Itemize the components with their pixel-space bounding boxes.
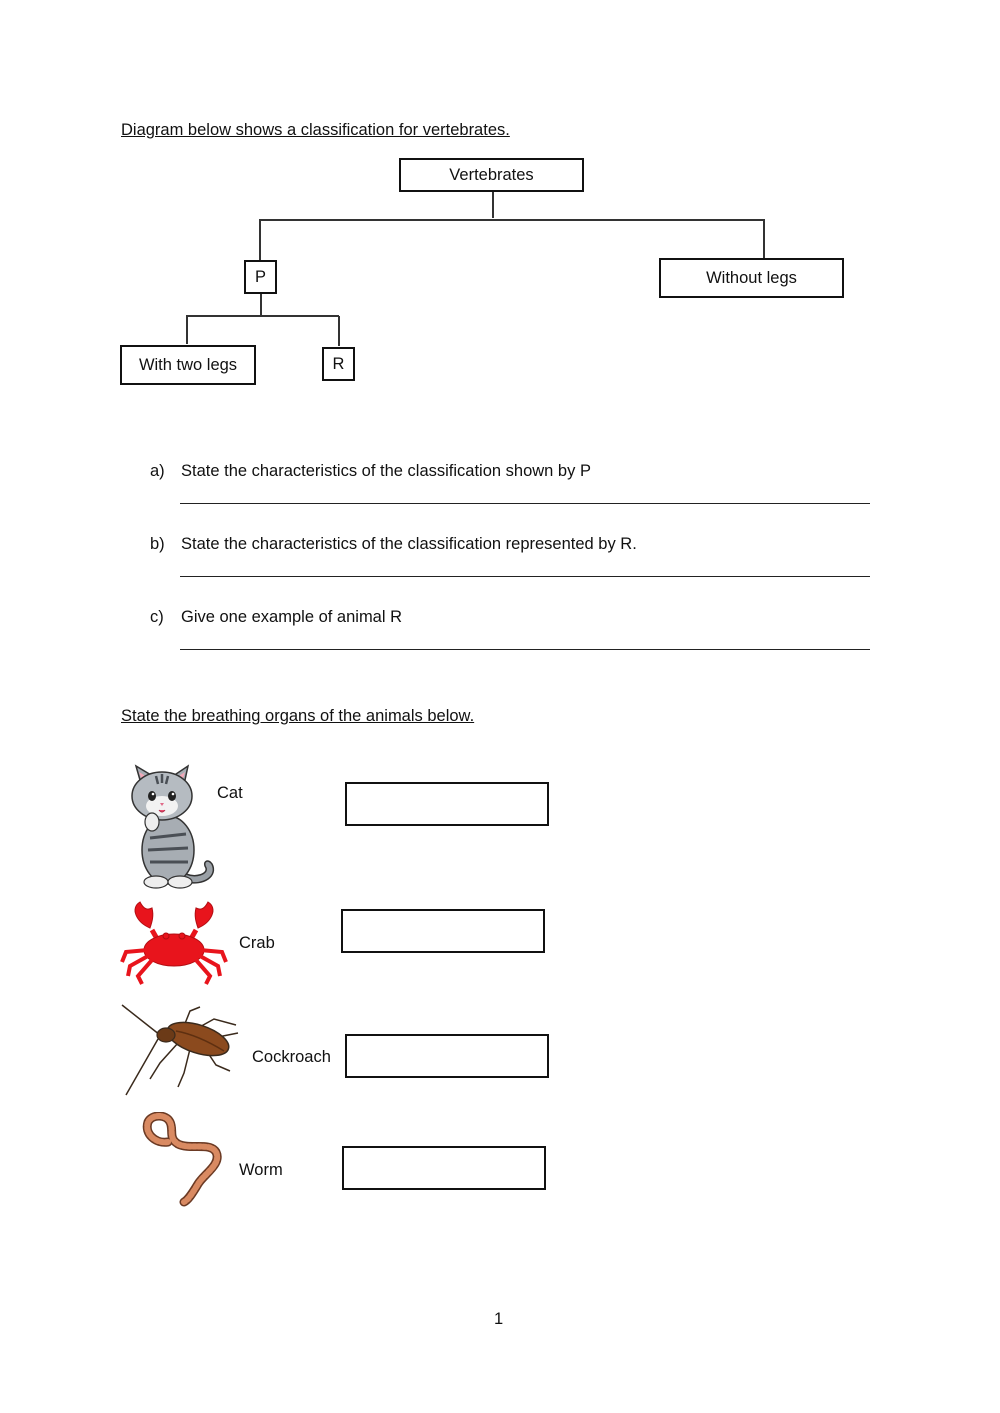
- answer-line-a[interactable]: [180, 503, 870, 504]
- question-a-text: State the characteristics of the classification shown by P: [181, 462, 591, 480]
- answer-box-worm[interactable]: [342, 1146, 546, 1190]
- node-vertebrates: [399, 158, 584, 192]
- question-a-letter: a): [150, 462, 165, 480]
- answer-line-c[interactable]: [180, 649, 870, 650]
- answer-line-b[interactable]: [180, 576, 870, 577]
- node-without-legs: [659, 258, 844, 298]
- connector: [259, 220, 261, 260]
- connector: [186, 316, 188, 344]
- question-c-letter: c): [150, 608, 164, 626]
- connector: [338, 316, 340, 346]
- crab-icon: [120, 900, 228, 986]
- question-c-text: Give one example of animal R: [181, 608, 403, 626]
- connector: [186, 315, 339, 317]
- animal-label-cockroach: Cockroach: [252, 1048, 331, 1066]
- question-b-letter: b): [150, 535, 165, 553]
- node-without-legs-label: Without legs: [706, 268, 797, 287]
- cockroach-icon: [120, 1003, 240, 1098]
- breathing-heading: State the breathing organs of the animals below.: [121, 707, 475, 725]
- connector: [259, 219, 765, 221]
- connector: [492, 192, 494, 218]
- question-b-text: State the characteristics of the classification represented by R.: [181, 535, 637, 553]
- node-r: [322, 347, 355, 381]
- node-with-two-legs-label: With two legs: [138, 355, 238, 374]
- node-p: [244, 260, 277, 294]
- connector: [763, 219, 765, 258]
- node-with-two-legs: [120, 345, 256, 385]
- animal-label-cat: Cat: [217, 784, 243, 802]
- node-p-label: P: [254, 267, 266, 286]
- animal-label-worm: Worm: [239, 1161, 283, 1179]
- classification-heading: Diagram below shows a classification for vertebrates.: [121, 121, 510, 139]
- animal-label-crab: Crab: [239, 934, 275, 952]
- cat-icon: [126, 754, 218, 890]
- connector: [260, 294, 262, 316]
- node-vertebrates-label: Vertebrates: [449, 165, 534, 184]
- node-r-label: R: [332, 354, 345, 373]
- answer-box-cockroach[interactable]: [345, 1034, 549, 1078]
- worm-icon: [138, 1112, 226, 1207]
- answer-box-crab[interactable]: [341, 909, 545, 953]
- answer-box-cat[interactable]: [345, 782, 549, 826]
- page-number: 1: [494, 1310, 504, 1328]
